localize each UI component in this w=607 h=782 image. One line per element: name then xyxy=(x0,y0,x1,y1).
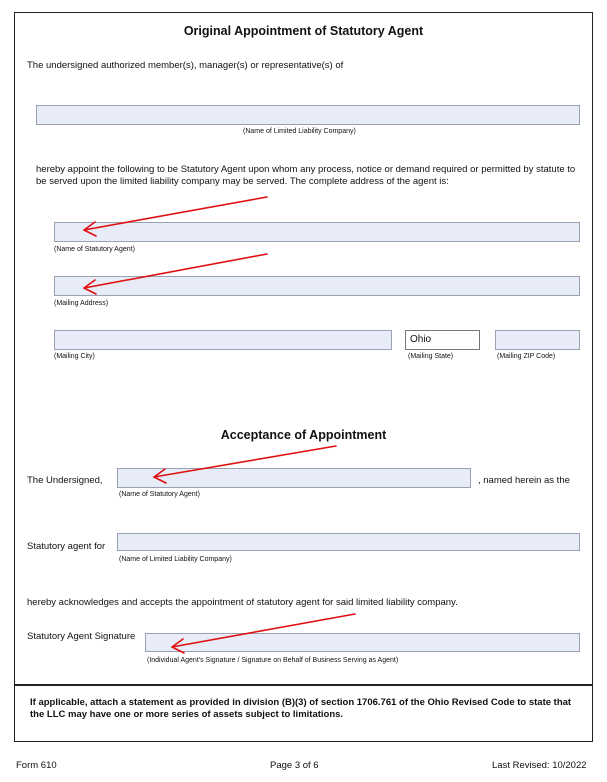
mailing-city-caption: (Mailing City) xyxy=(54,353,95,360)
agent-signature-field[interactable] xyxy=(145,633,580,652)
intro-text: The undersigned authorized member(s), manager(s) or representative(s) of xyxy=(27,60,344,71)
appoint-paragraph: hereby appoint the following to be Statutory Agent upon whom any process, notice or demand required or permitted by statute to be served upon the limited liability company may be served. The complete address of the agent is: xyxy=(36,164,576,187)
mailing-zip-caption: (Mailing ZIP Code) xyxy=(497,353,556,360)
footer-page-number: Page 3 of 6 xyxy=(270,760,319,771)
footer-form-number: Form 610 xyxy=(16,760,57,771)
signature-caption: (Individual Agent's Signature / Signature on Behalf of Business Serving as Agent) xyxy=(147,657,399,664)
section-title-acceptance: Acceptance of Appointment xyxy=(220,428,387,442)
mailing-address-caption: (Mailing Address) xyxy=(54,300,109,307)
llc-name-caption: (Name of Limited Liability Company) xyxy=(243,128,356,135)
series-notice: If applicable, attach a statement as provided in division (B)(3) of section 1706.761 of the Ohio Revised Code to state that the LLC may have one or more series of assets subject to limitations. xyxy=(30,697,572,720)
agent-name-caption: (Name of Statutory Agent) xyxy=(54,246,135,253)
mailing-state-field[interactable]: Ohio xyxy=(405,330,480,350)
acknowledge-text: hereby acknowledges and accepts the appointment of statutory agent for said limited liability company. xyxy=(27,597,458,608)
acceptance-agent-name-field[interactable] xyxy=(117,468,471,488)
mailing-state-caption: (Mailing State) xyxy=(408,353,454,360)
llc-name-field[interactable] xyxy=(36,105,580,125)
section-title-appointment: Original Appointment of Statutory Agent xyxy=(183,24,424,38)
named-herein-text: , named herein as the xyxy=(478,475,570,486)
notice-divider xyxy=(14,684,593,686)
footer-revised-date: Last Revised: 10/2022 xyxy=(492,760,587,771)
agent-for-label: Statutory agent for xyxy=(27,541,106,552)
mailing-city-field[interactable] xyxy=(54,330,392,350)
signature-label: Statutory Agent Signature xyxy=(27,631,136,642)
agent-name-field[interactable] xyxy=(54,222,580,242)
undersigned-label: The Undersigned, xyxy=(27,475,103,486)
acceptance-llc-name-field[interactable] xyxy=(117,533,580,551)
acceptance-agent-caption: (Name of Statutory Agent) xyxy=(119,491,200,498)
mailing-address-field[interactable] xyxy=(54,276,580,296)
acceptance-llc-caption: (Name of Limited Liability Company) xyxy=(119,556,232,563)
mailing-zip-field[interactable] xyxy=(495,330,580,350)
